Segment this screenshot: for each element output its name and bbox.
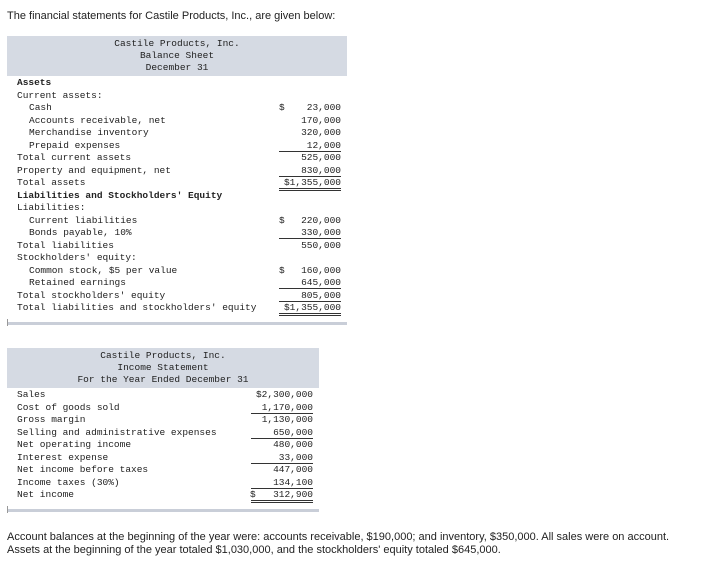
row-amount: 33,000 [251,452,313,464]
statement-row [17,102,347,115]
row-label: Net income before taxes [17,464,149,475]
row-amount: 23,000 [306,102,341,113]
row-amount: 170,000 [301,114,341,126]
row-label: Interest expense [17,451,109,463]
row-amount: 220,000 [301,214,341,226]
statement-row [17,302,347,315]
row-amount: 12,000 [279,140,341,152]
company-name: Castile Products, Inc. [114,38,240,49]
row-amount: 134,100 [251,477,313,489]
balance-sheet-bottom-rule [7,322,347,325]
statement-date: December 31 [145,62,209,73]
row-amount: 805,000 [279,290,341,302]
dollar-sign: $ [250,489,256,500]
row-amount: 312,900 [251,489,313,503]
statement-row [17,290,347,303]
statement-row [17,115,347,128]
row-label: Cash [29,102,52,113]
statement-row [17,240,347,253]
statement-period: For the Year Ended December 31 [77,374,249,385]
row-label: Net income [17,489,75,500]
statement-row [17,452,319,465]
company-name: Castile Products, Inc. [100,350,226,361]
statement-row [17,77,347,90]
row-amount: 447,000 [273,464,313,475]
statement-row [17,402,319,415]
row-label: Current assets: [17,89,103,101]
row-label: Income taxes (30%) [17,476,120,488]
statement-row [17,227,347,240]
statement-row [17,464,319,477]
statement-row [17,277,347,290]
statement-row [17,265,347,278]
dollar-sign: $ [279,214,285,226]
row-label: Assets [17,77,52,88]
row-label: Common stock, $5 per value [29,264,178,276]
row-amount: $1,355,000 [279,302,341,316]
income-statement-bottom-rule [7,509,319,512]
row-amount: 1,130,000 [261,414,313,425]
dollar-sign: $ [279,102,285,113]
row-label: Total assets [17,177,86,188]
row-amount: 320,000 [301,127,341,138]
row-amount: 1,170,000 [251,402,313,414]
statement-title: Balance Sheet [139,50,215,61]
row-label: Cost of goods sold [17,401,120,413]
statement-row [17,177,347,190]
row-label: Accounts receivable, net [29,114,166,126]
statement-row [17,439,319,452]
row-amount: 645,000 [279,277,341,289]
row-label: Retained earnings [29,277,126,288]
row-amount: $2,300,000 [255,389,313,400]
row-label: Total current assets [17,152,132,163]
statement-row [17,414,319,427]
statement-row [17,127,347,140]
statement-row [17,165,347,178]
statement-row [17,152,347,165]
statement-row [17,202,347,215]
statement-row [17,389,319,402]
row-amount: 650,000 [251,427,313,439]
row-label: Total liabilities [17,239,114,251]
row-label: Merchandise inventory [29,127,149,138]
statement-row [17,90,347,103]
row-amount: 550,000 [301,239,341,251]
row-label: Sales [17,389,46,400]
row-amount: 830,000 [279,165,341,177]
statement-row [17,252,347,265]
row-label: Current liabilities [29,214,138,226]
dollar-sign: $ [279,264,285,276]
row-label: Total stockholders' equity [17,289,166,301]
statement-row [17,140,347,153]
statement-row [17,190,347,203]
row-amount: 480,000 [273,439,313,450]
balance-sheet [7,36,347,315]
row-label: Net operating income [17,439,132,450]
row-amount: 525,000 [301,152,341,163]
row-label: Total liabilities and stockholders' equity [17,302,257,313]
row-amount: $1,355,000 [279,177,341,191]
statement-row [17,427,319,440]
statement-row [17,489,319,502]
row-label: Selling and administrative expenses [17,426,217,438]
statement-row [17,215,347,228]
income-statement [7,348,319,502]
row-label: Prepaid expenses [29,139,121,151]
footer-text: Account balances at the beginning of the year were: accounts receivable, $190,000; and inventory, $350,000. All sales were on account. Assets at the beginning of the year totaled $1,030,000, and the stockholders' equity totaled $645,000. [7,531,670,556]
intro-text: The financial statements for Castile Products, Inc., are given below: [7,10,336,22]
row-amount: 330,000 [279,227,341,239]
balance-sheet-header [7,36,347,76]
row-label: Stockholders' equity: [17,252,137,263]
row-label: Liabilities: [17,202,86,213]
row-amount: 160,000 [301,264,341,276]
row-label: Bonds payable, 10% [29,227,132,238]
statement-row [17,477,319,490]
row-label: Property and equipment, net [17,164,171,176]
row-label: Gross margin [17,414,86,425]
statement-title: Income Statement [117,362,209,373]
row-label: Liabilities and Stockholders' Equity [17,189,223,201]
income-statement-header [7,348,319,388]
